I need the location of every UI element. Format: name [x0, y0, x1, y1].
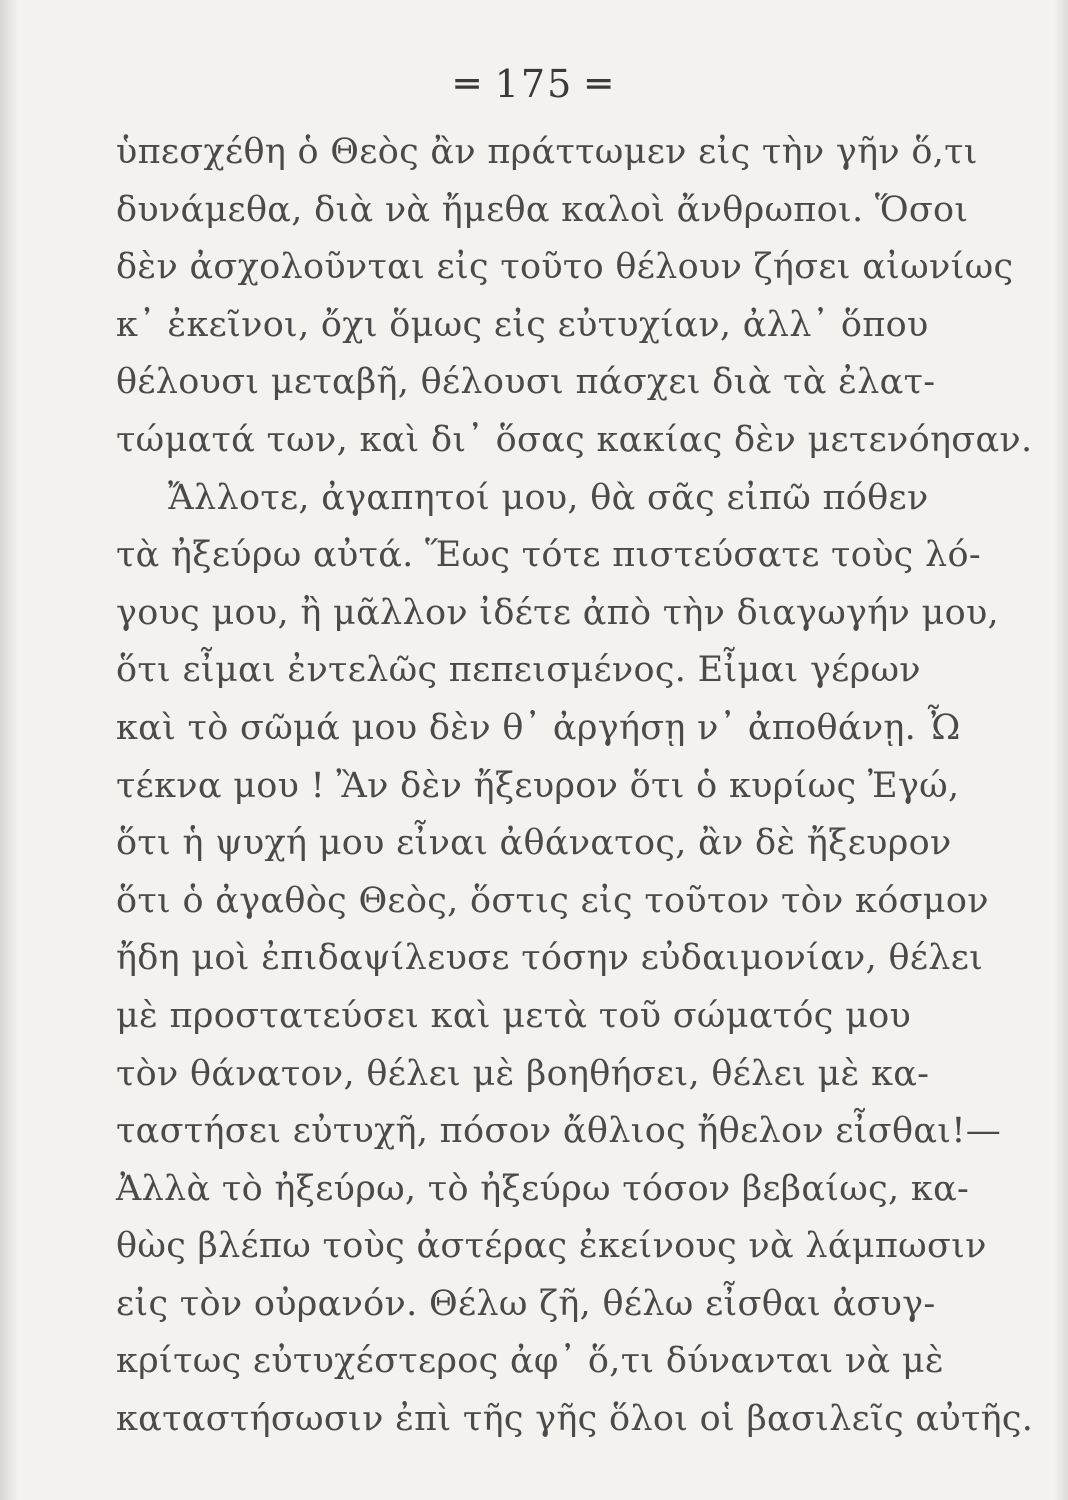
page-number-header: ═ 175 ═	[455, 62, 613, 106]
text-line: τὰ ἠξεύρω αὐτά. Ἕως τότε πιστεύσατε τοὺς λό-	[116, 535, 981, 576]
text-line: γους μου, ἢ μᾶλλον ἰδέτε ἀπὸ τὴν διαγωγήν μου,	[116, 592, 999, 633]
text-line: θέλουσι μεταβῆ, θέλουσι πάσχει διὰ τὰ ἐλατ-	[116, 362, 936, 403]
text-line: ἤδη μοὶ ἐπιδαψίλευσε τόσην εὐδαιμονίαν, θέλει	[116, 938, 984, 979]
text-line: ὅτι εἶμαι ἐντελῶς πεπεισμένος. Εἶμαι γέρων	[116, 650, 921, 691]
text-line: δυνάμεθα, διὰ νὰ ἤμεθα καλοὶ ἄνθρωποι. Ὅσοι	[116, 189, 969, 230]
text-line: θὼς βλέπω τοὺς ἀστέρας ἐκείνους νὰ λάμπωσιν	[116, 1226, 987, 1267]
page-edge-left	[0, 0, 18, 1500]
text-line: καὶ τὸ σῶμά μου δὲν θ᾽ ἀργήσῃ ν᾽ ἀποθάνῃ. Ὦ	[116, 707, 961, 748]
text-line: ὅτι ὁ ἀγαθὸς Θεὸς, ὅστις εἰς τοῦτον τὸν κόσμον	[116, 880, 989, 921]
text-line: κρίτως εὐτυχέστερος ἀφ᾽ ὅ,τι δύνανται νὰ μὲ	[116, 1341, 944, 1382]
text-line: μὲ προστατεύσει καὶ μετὰ τοῦ σώματός μου	[116, 995, 912, 1036]
text-line: τέκνα μου ! Ἂν δὲν ἤξευρον ὅτι ὁ κυρίως Ἐγώ,	[116, 765, 960, 806]
paragraph-start-line: Ἄλλοτε, ἀγαπητοί μου, θὰ σᾶς εἰπῶ πόθεν	[168, 477, 929, 518]
text-line: τὸν θάνατον, θέλει μὲ βοηθήσει, θέλει μὲ κα-	[116, 1053, 930, 1094]
text-line: εἰς τὸν οὐρανόν. Θέλω ζῆ, θέλω εἶσθαι ἀσυγ-	[116, 1283, 936, 1324]
text-line: ὑπεσχέθη ὁ Θεὸς ἂν πράττωμεν εἰς τὴν γῆν ὅ,τι	[116, 132, 978, 172]
text-line: τώματά των, καὶ δι᾽ ὅσας κακίας δὲν μετενόησαν.	[116, 419, 1033, 460]
text-line: κ᾽ ἐκεῖνοι, ὄχι ὅμως εἰς εὐτυχίαν, ἀλλ᾽ ὅπου	[116, 304, 929, 345]
text-line: δὲν ἀσχολοῦνται εἰς τοῦτο θέλουν ζήσει αἰωνίως	[116, 247, 1014, 288]
text-line: καταστήσωσιν ἐπὶ τῆς γῆς ὅλοι οἱ βασιλεῖς αὐτῆς.	[116, 1399, 1034, 1440]
page-edge-right	[1054, 0, 1068, 1500]
text-line: Ἀλλὰ τὸ ἠξεύρω, τὸ ἠξεύρω τόσον βεβαίως, κα-	[116, 1168, 970, 1209]
text-line: ὅτι ἡ ψυχή μου εἶναι ἀθάνατος, ἂν δὲ ἤξευρον	[116, 823, 952, 864]
text-line: ταστήσει εὐτυχῆ, πόσον ἄθλιος ἤθελον εἶσθαι!—	[116, 1111, 1001, 1152]
body-text	[116, 124, 1034, 1449]
